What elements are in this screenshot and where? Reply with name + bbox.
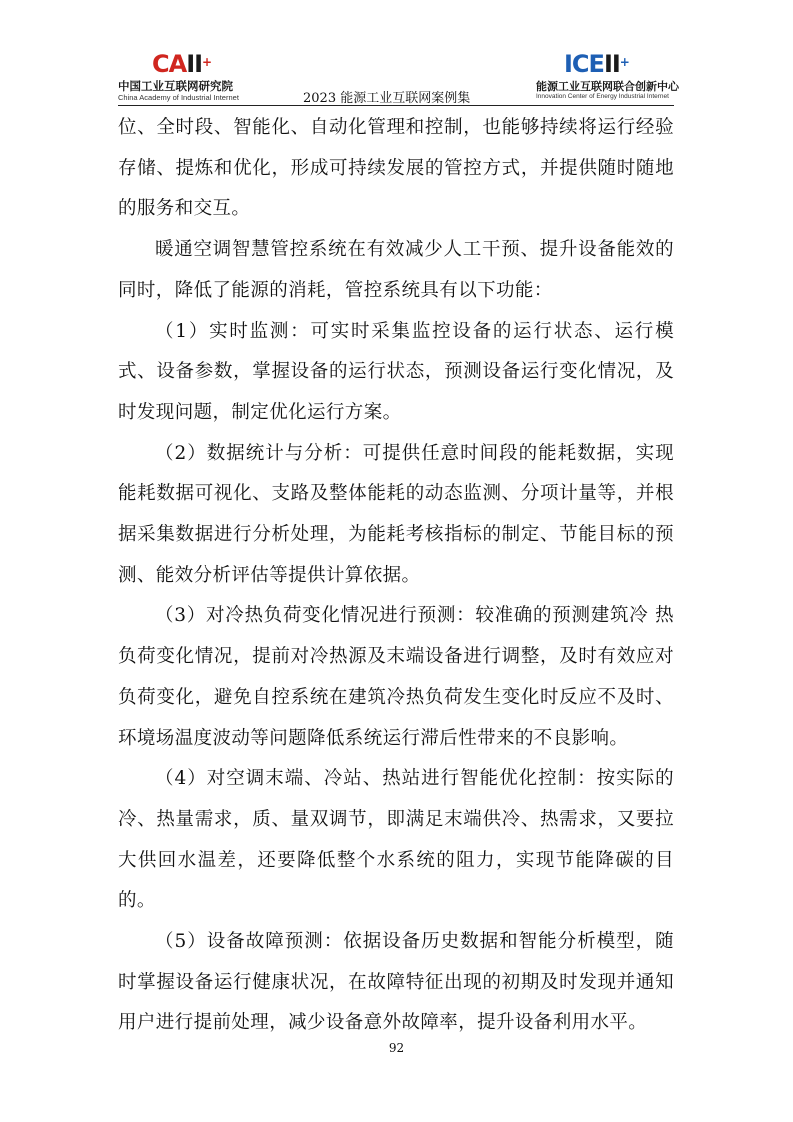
header-divider (118, 105, 674, 106)
page-number: 92 (388, 1041, 405, 1055)
iceii-logo-mark: ICEII+ (564, 50, 629, 78)
caii-name-en: China Academy of Industrial Internet (118, 93, 239, 102)
caii-logo (118, 50, 248, 104)
paragraph-item-5: （5）设备故障预测：依据设备历史数据和智能分析模型，随时掌握设备运行健康状况，在故障特征出现的初期及时发现并通知用户进行提前处理，减少设备意外故障率，提升设备利用水平。 (118, 931, 674, 1034)
iceii-name-cn: 能源工业互联网联合创新中心 (536, 80, 679, 93)
caii-name-cn: 中国工业互联网研究院 (118, 79, 233, 93)
paragraph-item-1: （1）实时监测：可实时采集监控设备的运行状态、运行模式、设备参数，掌握设备的运行状态，预测设备运行变化情况，及时发现问题，制定优化运行方案。 (118, 320, 674, 423)
paragraph-item-4: （4）对空调末端、冷站、热站进行智能优化控制：按实际的冷、热量需求，质、量双调节，即满足末端供冷、热需求，又要拉大供回水温差，还要降低整个水系统的阻力，实现节能降碳的目的。 (118, 768, 674, 912)
document-title: 2023 能源工业互联网案例集 (303, 91, 471, 106)
caii-logo-mark: CAII+ (152, 50, 212, 78)
paragraph-intro: 暖通空调智慧管控系统在有效减少人工干预、提升设备能效的同时，降低了能源的消耗，管控系统具有以下功能： (118, 239, 674, 301)
paragraph-continued: 位、全时段、智能化、自动化管理和控制，也能够持续将运行经验存储、提炼和优化，形成可持续发展的管控方式，并提供随时随地的服务和交互。 (118, 117, 674, 220)
body-text (118, 108, 674, 1044)
iceii-name-en: Innovation Center of Energy Industrial Internet (536, 93, 669, 100)
iceii-logo (534, 50, 679, 104)
page-header (118, 50, 679, 106)
paragraph-item-2: （2）数据统计与分析：可提供任意时间段的能耗数据，实现能耗数据可视化、支路及整体能耗的动态监测、分项计量等，并根据采集数据进行分析处理，为能耗考核指标的制定、节能目标的预测、能效分析评估等提供计算依据。 (118, 442, 674, 586)
paragraph-item-3: （3）对冷热负荷变化情况进行预测：较准确的预测建筑冷 热负荷变化情况，提前对冷热源及末端设备进行调整，及时有效应对负荷变化，避免自控系统在建筑冷热负荷发生变化时反应不及时、环境场温度波动等问题降低系统运行滞后性带来的不良影响。 (118, 605, 674, 749)
